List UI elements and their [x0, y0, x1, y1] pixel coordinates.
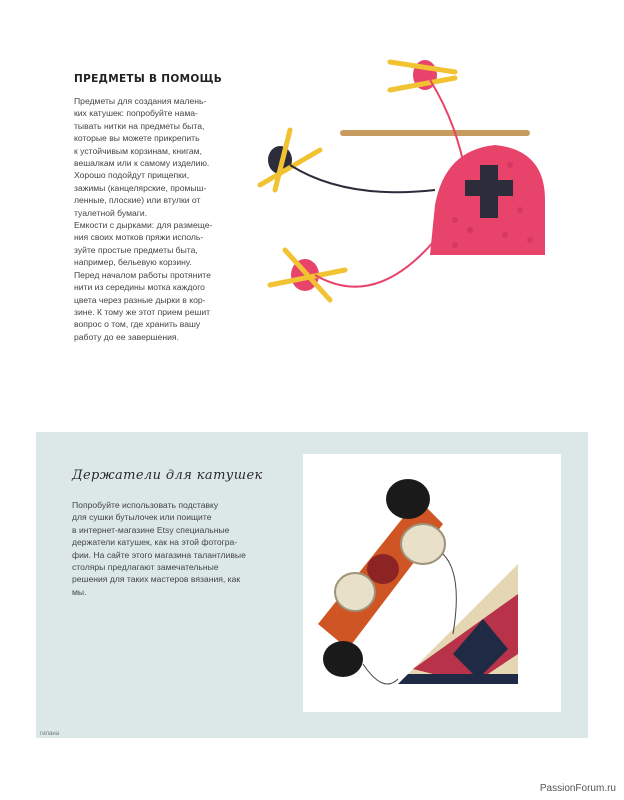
watermark: PassionForum.ru [539, 783, 616, 794]
panel-text: Попробуйте использовать подставку для сушки бутылочек или поищите в интернет-магазине Etsy специальные держатели катушек, как на этой фотогра- фии. На сайте этого магазина талантливые столяры предлагают замечательные решения для таких мастеров вязания, как мы. [72, 500, 246, 597]
section-body [74, 95, 254, 343]
footer-section-name: гилана [40, 731, 60, 737]
paragraph-bobbins: Предметы для создания малень- ких катушек: попробуйте нама- тывать нитки на предметы быта, которые вы можете прикрепить к устойчивым корзинам, книгам, вешалкам или к самому изделию. Хорошо подойдут прищепки, зажимы (канцелярские, промыш- ленные, плоские) или втулки от туалетной бумаги. [74, 96, 210, 218]
photo-bobbin-holder [303, 454, 561, 712]
photo-clothespin-bobbins [255, 50, 555, 350]
panel-title: Держатели для катушек [72, 468, 263, 483]
section-heading: ПРЕДМЕТЫ В ПОМОЩЬ [74, 73, 223, 85]
paragraph-containers: Емкости с дырками: для размеще- ния своих мотков пряжи исполь- зуйте простые предметы быта, например, бельевую корзину. Перед началом работы протяните нити из середины мотка каждого цвета через разные дырки в кор- зине. К тому же этот прием решит вопрос о том, где хранить вашу работу до ее завершения. [74, 220, 213, 342]
tip-panel [36, 432, 588, 738]
